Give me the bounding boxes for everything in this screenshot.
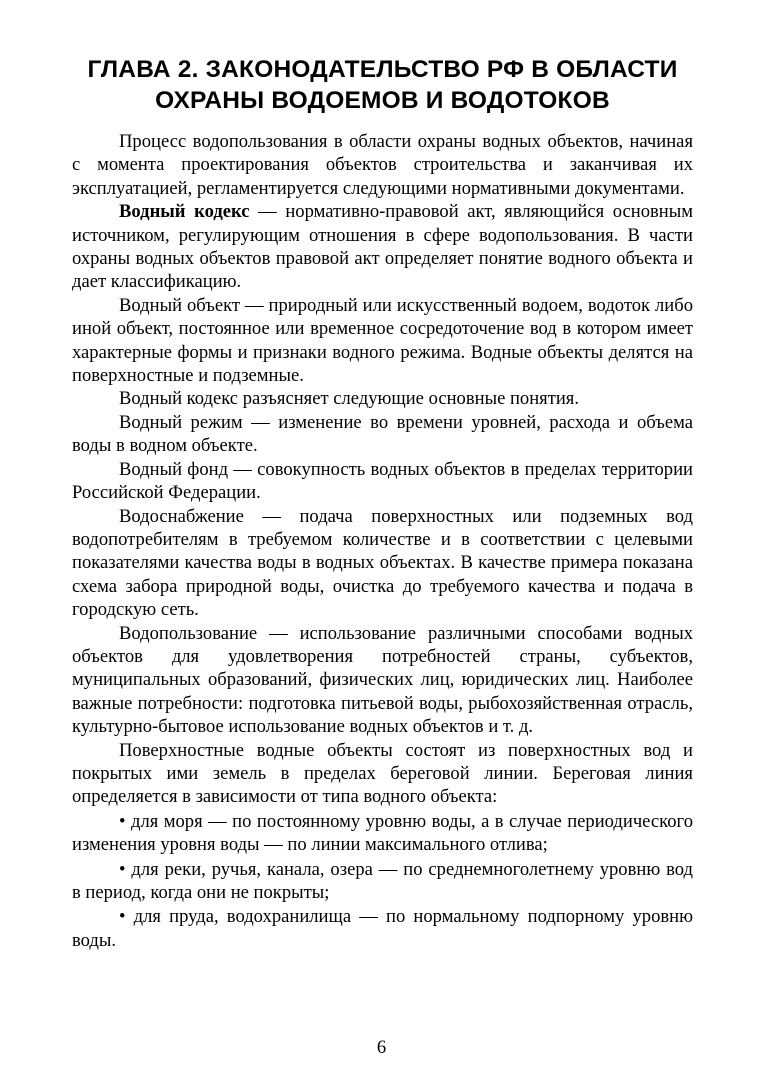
paragraph-water-supply: Водоснабжение — подача поверхностных или подземных вод водопотребителям в требуемом количестве и в соответствии с целевыми показателями качества воды в водных объектах. В качестве примера показана схема забора природной воды, очистка до требуемого качества и подача в городскую сеть.	[72, 505, 693, 621]
water-code-definition: — нормативно-правовой акт, являющийся основным источником, регулирующим отношения в сфере водопользования. В части охраны водных объектов правовой акт определяет понятие водного объекта и дает классификацию.	[72, 201, 693, 293]
paragraph-concepts-intro: Водный кодекс разъясняет следующие основные понятия.	[119, 388, 579, 410]
bullet-item-river: • для реки, ручья, канала, озера — по среднемноголетнему уровню вод в период, когда они не покрыты;	[72, 858, 693, 903]
bullet-item-sea: • для моря — по постоянному уровню воды, а в случае периодического изменения уровня воды — по линии максимального отлива;	[72, 810, 693, 856]
page-number: 6	[376, 1037, 387, 1058]
paragraph-water-fund: Водный фонд — совокупность водных объектов в пределах территории Российской Федерации.	[72, 458, 693, 504]
chapter-title-line-1: ГЛАВА 2. ЗАКОНОДАТЕЛЬСТВО РФ В ОБЛАСТИ	[87, 56, 678, 83]
bullet-item-pond: • для пруда, водохранилища — по нормальному подпорному уровню воды.	[72, 906, 693, 951]
chapter-title	[72, 54, 693, 116]
term-water-code: Водный кодекс	[119, 201, 250, 223]
paragraph-water-code	[72, 200, 693, 294]
paragraph-water-object: Водный объект — природный или искусственный водоем, водоток либо иной объект, постоянное или временное сосредоточение вод в котором имеет характерные формы и признаки водного режима. Водные объекты делятся на поверхностные и подземные.	[72, 294, 693, 387]
paragraph-intro: Процесс водопользования в области охраны водных объектов, начиная с момента проектирования объектов строительства и заканчивая их эксплуатацией, регламентируется следующими нормативными документами.	[72, 131, 693, 199]
paragraph-water-regime: Водный режим — изменение во времени уровней, расхода и объема воды в водном объекте.	[72, 411, 693, 457]
paragraph-water-use: Водопользование — использование различными способами водных объектов для удовлетворения потребностей страны, субъектов, муниципальных образований, физических лиц, юридических лиц. Наиболее важные потребности: подготовка питьевой воды, рыбохозяйственная отрасль, культурно-бытовое использование водных объектов и т. д.	[72, 622, 693, 738]
chapter-title-line-2: ОХРАНЫ ВОДОЕМОВ И ВОДОТОКОВ	[155, 87, 610, 114]
paragraph-surface-water: Поверхностные водные объекты состоят из поверхностных вод и покрытых ими земель в пределах береговой линии. Береговая линия определяется в зависимости от типа водного объекта:	[72, 739, 693, 808]
